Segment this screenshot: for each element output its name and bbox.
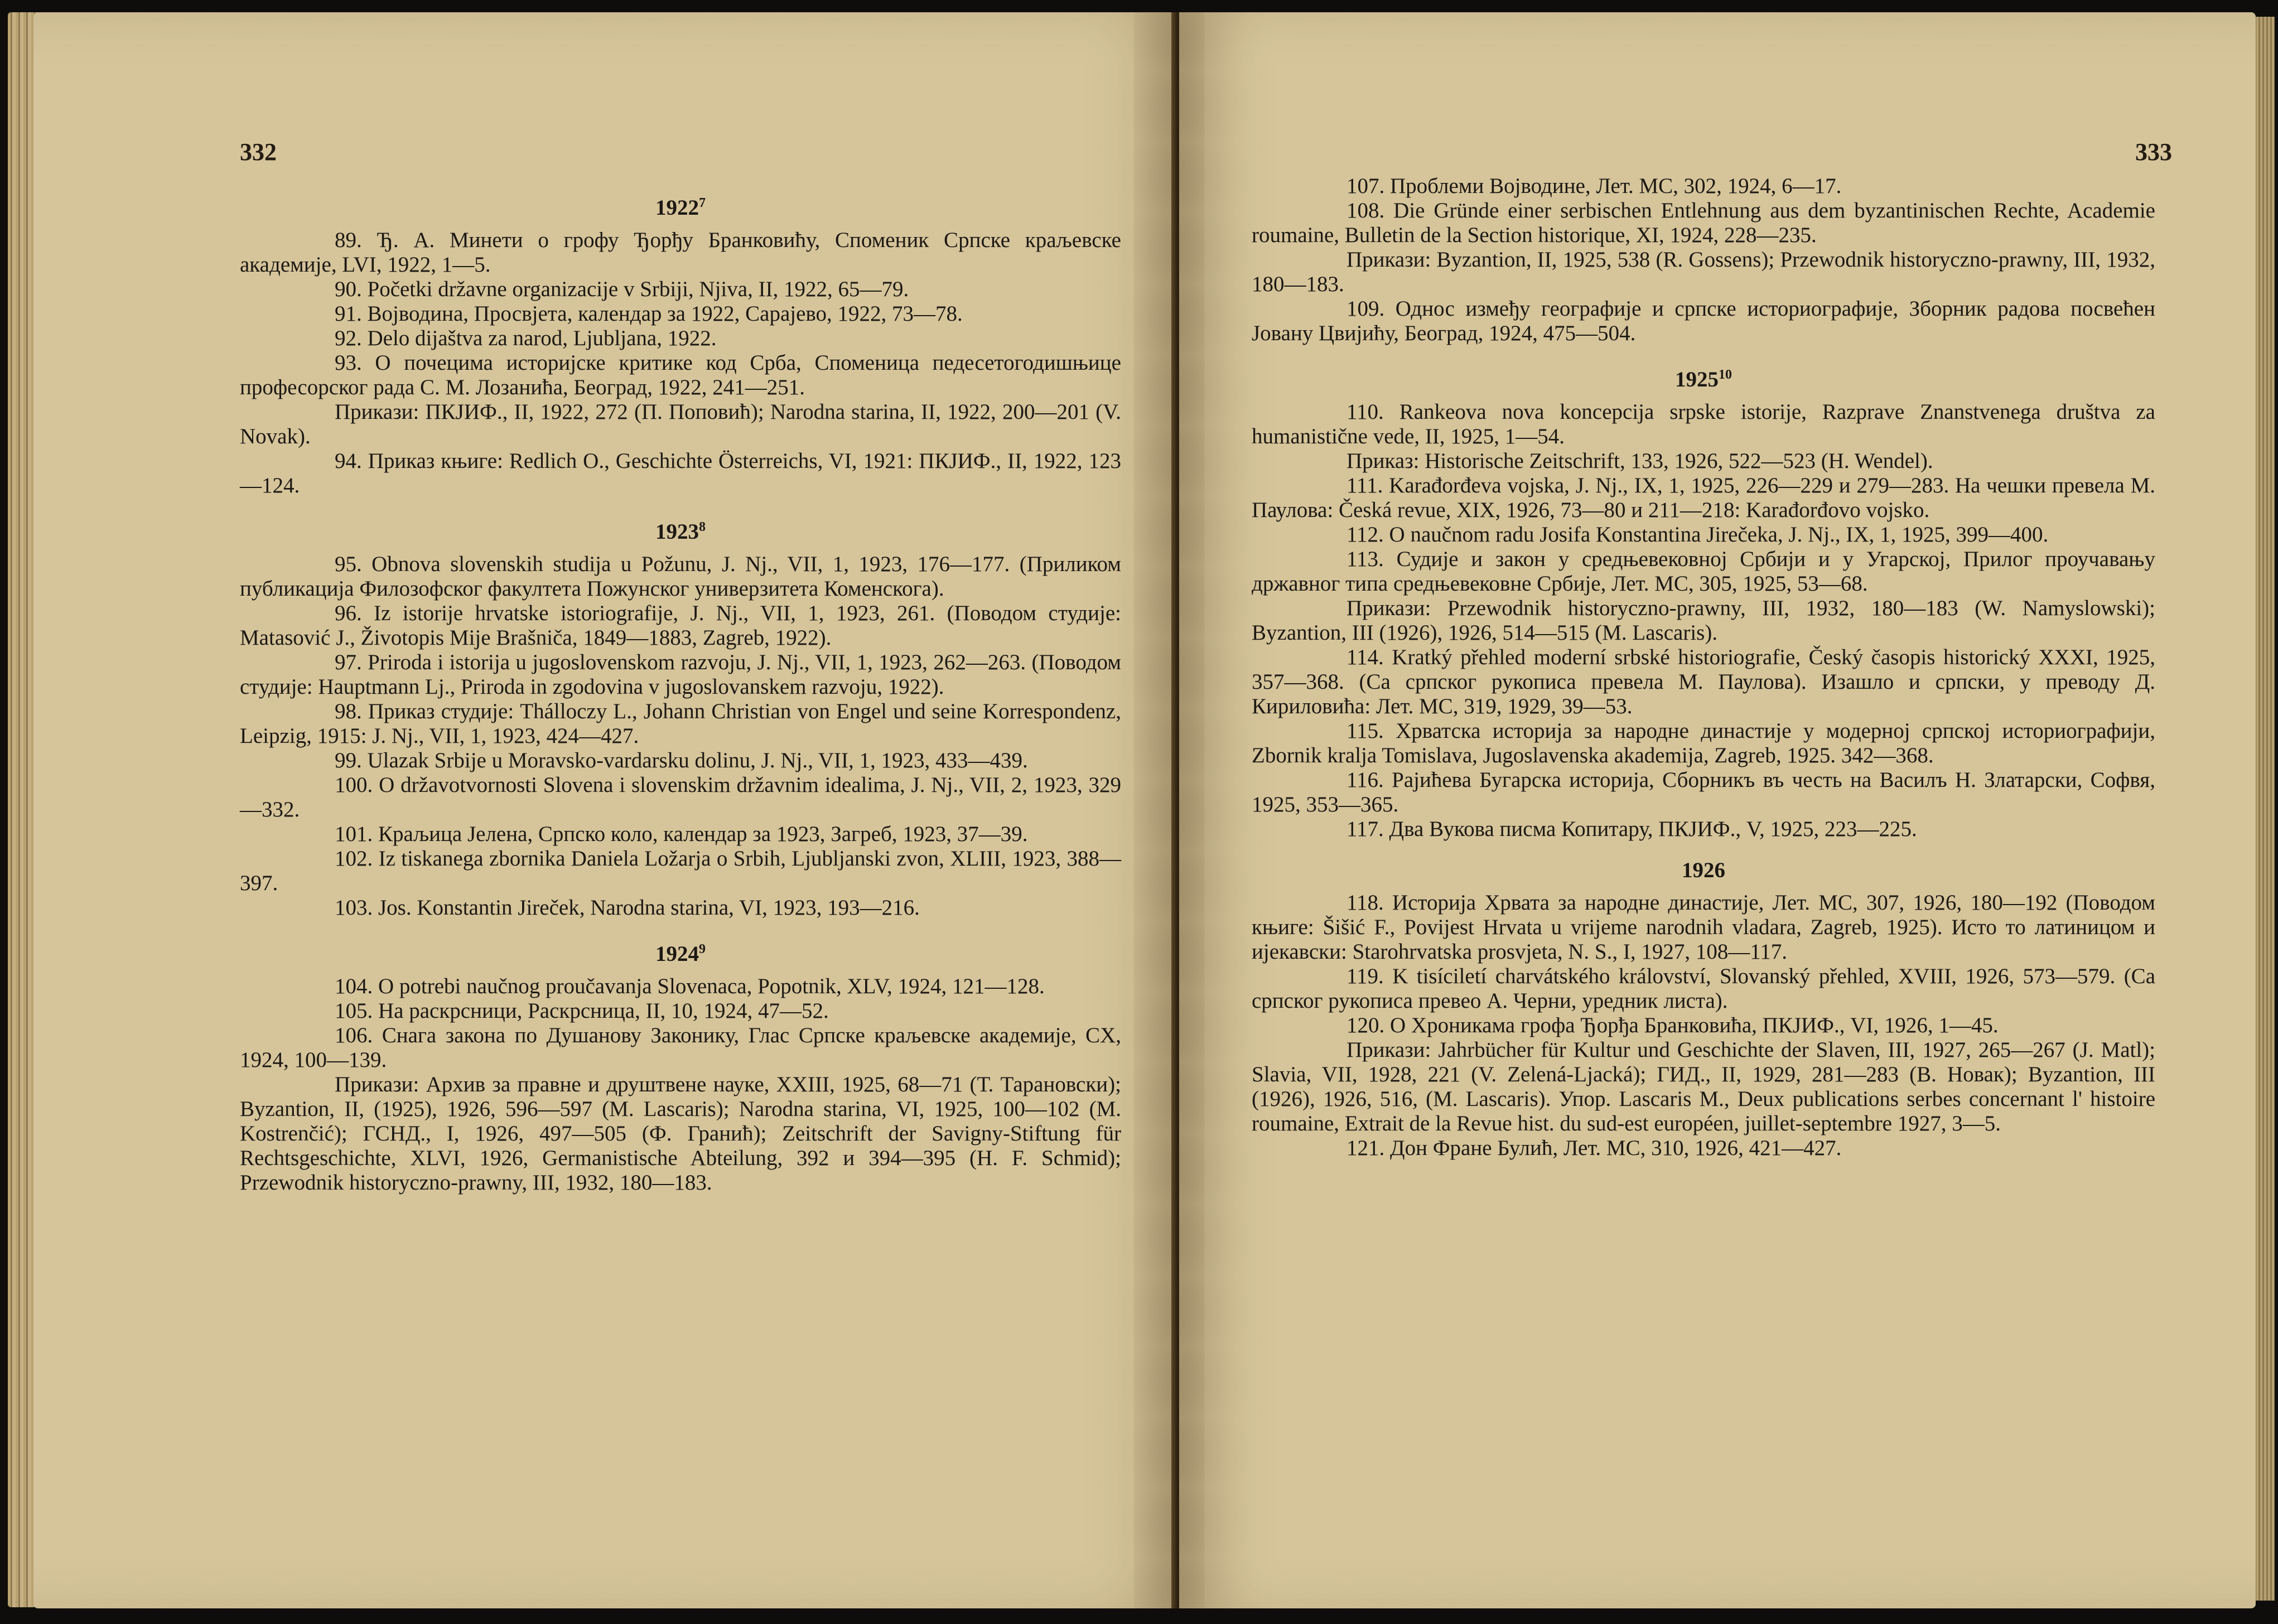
- bibliography-entry: 98. Приказ студије: Thálloczy L., Johann Christian von Engel und seine Korrespondenz, Leipzig, 1915: J. Nj., VII, 1, 1923, 424—427.: [240, 699, 1121, 748]
- bibliography-entry: 89. Ђ. А. Минети о грофу Ђорђу Бранковићу, Споменик Српске краљевске академије, LVI, 1922, 1—5.: [240, 228, 1121, 277]
- bibliography-entry: 104. O potrebi naučnog proučavanja Slovenaca, Popotnik, XLV, 1924, 121—128.: [335, 974, 1045, 998]
- year-heading-text: 1923: [655, 520, 699, 544]
- bibliography-entry: 112. O naučnom radu Josifa Konstantina Jirečeka, J. Nj., IX, 1, 1925, 399—400.: [1346, 523, 2049, 547]
- bibliography-entry: 107. Проблеми Војводине, Лет. МС, 302, 1924, 6—17.: [1346, 174, 1842, 198]
- bibliography-entry: 93. О почецима историјске критике код Срба, Споменица педесетогодишњице професорског рада С. М. Лозанића, Београд, 1922, 241—251.: [240, 351, 1121, 399]
- year-heading: [240, 515, 1121, 544]
- bibliography-entry: 90. Početki državne organizacije v Srbiji, Njiva, II, 1922, 65—79.: [335, 277, 909, 301]
- bibliography-entry: 97. Priroda i istorija u jugoslovenskom razvoju, J. Nj., VII, 1, 1923, 262—263. (Поводом студије: Hauptmann Lj., Priroda in zgodovina v jugoslovanskem razvoju, 1922).: [240, 650, 1121, 699]
- bibliography-entry: 102. Iz tiskanega zbornika Daniela Ložarja o Srbih, Ljubljanski zvon, XLIII, 1923, 388—397.: [240, 847, 1121, 895]
- bibliography-entry: 120. О Хроникама грофа Ђорђа Бранковића, ПКЈИФ., VI, 1926, 1—45.: [1346, 1013, 1999, 1037]
- footnote-marker: 9: [699, 942, 706, 956]
- footnote-marker: 8: [699, 520, 706, 534]
- bibliography-entry: 117. Два Вукова писма Копитару, ПКЈИФ., V, 1925, 223—225.: [1346, 817, 1917, 841]
- bibliography-entry: 99. Ulazak Srbije u Moravsko-vardarsku dolinu, J. Nj., VII, 1, 1923, 433—439.: [335, 748, 1028, 772]
- year-heading-text: 1924: [655, 942, 699, 966]
- bibliography-entry: 109. Однос између географије и српске историографије, Зборник радова посвећен Јовану Цвијићу, Београд, 1924, 475—504.: [1252, 297, 2155, 345]
- bibliography-entry: 103. Jos. Konstantin Jireček, Narodna starina, VI, 1923, 193—216.: [335, 896, 920, 920]
- year-heading: [1252, 858, 2155, 883]
- review-note: Приказ: Historische Zeitschrift, 133, 1926, 522—523 (H. Wendel).: [1346, 449, 1933, 473]
- bibliography-entry: 111. Karađorđeva vojska, J. Nj., IX, 1, 1925, 226—229 и 279—283. На чешки превела М. Паулова: Česká revue, XIX, 1926, 73—80 и 211—218: Karađorđovo vojsko.: [1252, 473, 2155, 522]
- footnote-marker: 10: [1719, 368, 1732, 382]
- bibliography-entry: 91. Војводина, Просвјета, календар за 1922, Сарајево, 1922, 73—78.: [335, 302, 963, 326]
- bibliography-entry: 94. Приказ књиге: Redlich O., Geschichte Österreichs, VI, 1921: ПКЈИФ., II, 1922, 123—124.: [240, 449, 1121, 497]
- left-page: [33, 12, 1178, 1608]
- year-heading: [240, 191, 1121, 220]
- year-heading-text: 1925: [1675, 368, 1719, 392]
- year-heading-text: 1926: [1682, 858, 1725, 882]
- bibliography-entry: 119. K tisíciletí charvátského království, Slovanský přehled, XVIII, 1926, 573—579. (Са српског рукописа превео А. Черни, уредник листа).: [1252, 964, 2155, 1013]
- review-note: Прикази: Przewodnik historyczno-prawny, III, 1932, 180—183 (W. Namyslowski); Byzantion, III (1926), 1926, 514—515 (M. Lascaris).: [1252, 596, 2155, 645]
- bibliography-entry: 106. Снага закона по Душанову Законику, Глас Српске краљевске академије, CX, 1924, 100—139.: [240, 1023, 1121, 1072]
- review-note: Прикази: ПКЈИФ., II, 1922, 272 (П. Поповић); Narodna starina, II, 1922, 200—201 (V. Novak).: [240, 400, 1121, 448]
- bibliography-entry: 108. Die Gründe einer serbischen Entlehnung aus dem byzantinischen Rechte, Academie roumaine, Bulletin de la Section historique, XI, 1924, 228—235.: [1252, 199, 2155, 247]
- page-number-left: 332: [240, 138, 277, 166]
- bibliography-entry: 113. Судије и закон у средњевековној Србији и у Угарској, Прилог проучавању државног типа средњевековне Србије, Лет. МС, 305, 1925, 53—68.: [1252, 547, 2155, 596]
- year-heading: [240, 937, 1121, 966]
- page-stack-right-edge: [2252, 17, 2275, 1601]
- bibliography-entry: 118. Историја Хрвата за народне династије, Лет. МС, 307, 1926, 180—192 (Поводом књиге: Šišić F., Povijest Hrvata u vrijeme narodnih vladara, Zagreb, 1925). Исто то латиницом и ијекавски: Starohrvatska prosvjeta, N. S., I, 1927, 108—117.: [1252, 891, 2155, 964]
- bibliography-entry: 110. Rankeova nova koncepcija srpske istorije, Razprave Znanstvenega društva za humanistične vede, II, 1925, 1—54.: [1252, 400, 2155, 448]
- review-note: Прикази: Jahrbücher für Kultur und Geschichte der Slaven, III, 1927, 265—267 (J. Matl); Slavia, VII, 1928, 221 (V. Zelená-Ljacká); ГИД., II, 1929, 281—283 (В. Новак); Byzantion, III (1926), 1926, 516, (M. Lascaris). Упор. Lascaris M., Deux publications serbes concernant l' histoire roumaine, Extrait de la Revue hist. du sud-est européen, juillet-septembre 1927, 3—5.: [1252, 1038, 2155, 1135]
- year-heading-text: 1922: [655, 196, 699, 220]
- review-note: Прикази: Byzantion, II, 1925, 538 (R. Gossens); Przewodnik historyczno-prawny, III, 1932, 180—183.: [1252, 248, 2155, 296]
- bibliography-entry: 115. Хрватска историја за народне династије у модерној српској историографији, Zbornik kralja Tomislava, Jugoslavenska akademija, Zagreb, 1925. 342—368.: [1252, 719, 2155, 767]
- right-page: [1179, 12, 2256, 1608]
- review-note: Прикази: Архив за правне и друштвене науке, XXIII, 1925, 68—71 (Т. Тарановски); Byzantion, II, (1925), 1926, 596—597 (M. Lascaris); Narodna starina, VI, 1925, 100—102 (M. Kostrenčić); ГСНД., I, 1926, 497—505 (Ф. Гранић); Zeitschrift der Savigny-Stiftung für Rechtsgeschichte, XLVI, 1926, Germanistische Abteilung, 392 и 394—395 (H. F. Schmid); Przewodnik historyczno-prawny, III, 1932, 180—183.: [240, 1072, 1121, 1195]
- bibliography-entry: 92. Delo dijaštva za narod, Ljubljana, 1922.: [335, 326, 717, 350]
- year-heading: [1252, 362, 2155, 392]
- bibliography-entry: 105. На раскрсници, Раскрсница, II, 10, 1924, 47—52.: [335, 999, 829, 1023]
- right-column: [1252, 174, 2155, 1161]
- page-number-right: 333: [2135, 138, 2172, 166]
- bibliography-entry: 96. Iz istorije hrvatske istoriografije, J. Nj., VII, 1, 1923, 261. (Поводом студије: Matasović J., Životopis Mije Brašniča, 1849—1883, Zagreb, 1922).: [240, 601, 1121, 650]
- left-column: [240, 191, 1121, 1195]
- bibliography-entry: 100. O državotvornosti Slovena i slovenskim državnim idealima, J. Nj., VII, 2, 1923, 329—332.: [240, 773, 1121, 821]
- bibliography-entry: 101. Краљица Јелена, Српско коло, календар за 1923, Загреб, 1923, 37—39.: [335, 822, 1028, 846]
- bibliography-entry: 121. Дон Фране Булић, Лет. МС, 310, 1926, 421—427.: [1346, 1136, 1842, 1160]
- bibliography-entry: 116. Рајићева Бугарска историја, Сборникъ въ честь на Василъ Н. Златарски, Софвя, 1925, 353—365.: [1252, 768, 2155, 816]
- bibliography-entry: 114. Kratký přehled moderní srbské historiografie, Český časopis historický XXXI, 1925, 357—368. (Са српског рукописа превела М. Паулова). Изашло и српски, у преводу Д. Кириловића: Лет. МС, 319, 1929, 39—53.: [1252, 645, 2155, 718]
- footnote-marker: 7: [699, 196, 706, 210]
- bibliography-entry: 95. Obnova slovenskih studija u Požunu, J. Nj., VII, 1, 1923, 176—177. (Приликом публикација Филозофског факултета Пожунског универзитета Коменскога).: [240, 552, 1121, 601]
